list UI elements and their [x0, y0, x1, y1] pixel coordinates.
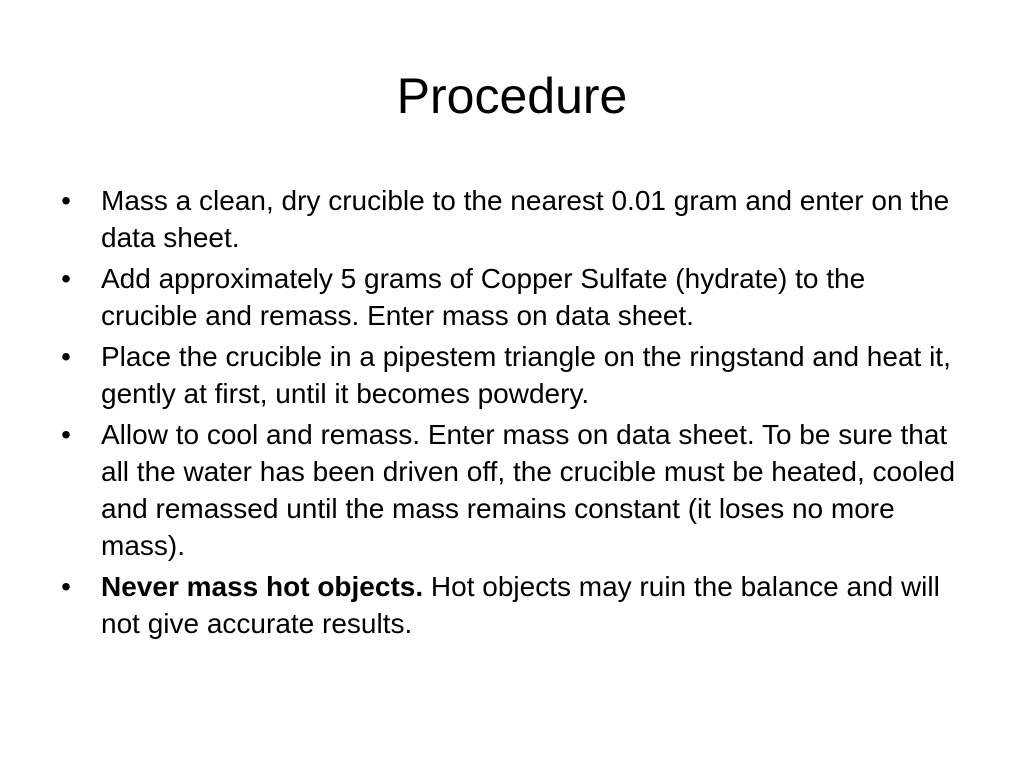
bullet-text: Allow to cool and remass. Enter mass on data sheet. To be sure that all the water has been driven off, the crucible must be heated, cooled and remassed until the mass remains constant (it loses no more mass). [101, 419, 956, 561]
slide-title: Procedure [396, 68, 628, 124]
bullet-text: Place the crucible in a pipestem triangle on the ringstand and heat it, gently at first, until it becomes powdery. [101, 341, 951, 409]
bullet-item [56, 416, 956, 564]
bullet-text: Add approximately 5 grams of Copper Sulfate (hydrate) to the crucible and remass. Enter mass on data sheet. [101, 263, 866, 331]
bullet-list [56, 182, 956, 646]
bullet-item [56, 182, 956, 256]
bullet-bold-text: Never mass hot objects. [101, 571, 424, 602]
bullet-icon: • [61, 263, 71, 294]
bullet-text: Mass a clean, dry crucible to the nearest 0.01 gram and enter on the data sheet. [101, 185, 950, 253]
bullet-text: Hot objects may ruin the balance and will not give accurate results. [101, 571, 940, 639]
bullet-item [56, 338, 956, 412]
bullet-item [56, 568, 956, 642]
bullet-icon: • [61, 185, 71, 216]
bullet-icon: • [61, 571, 71, 602]
bullet-icon: • [61, 419, 71, 450]
bullet-item [56, 260, 956, 334]
bullet-icon: • [61, 341, 71, 372]
